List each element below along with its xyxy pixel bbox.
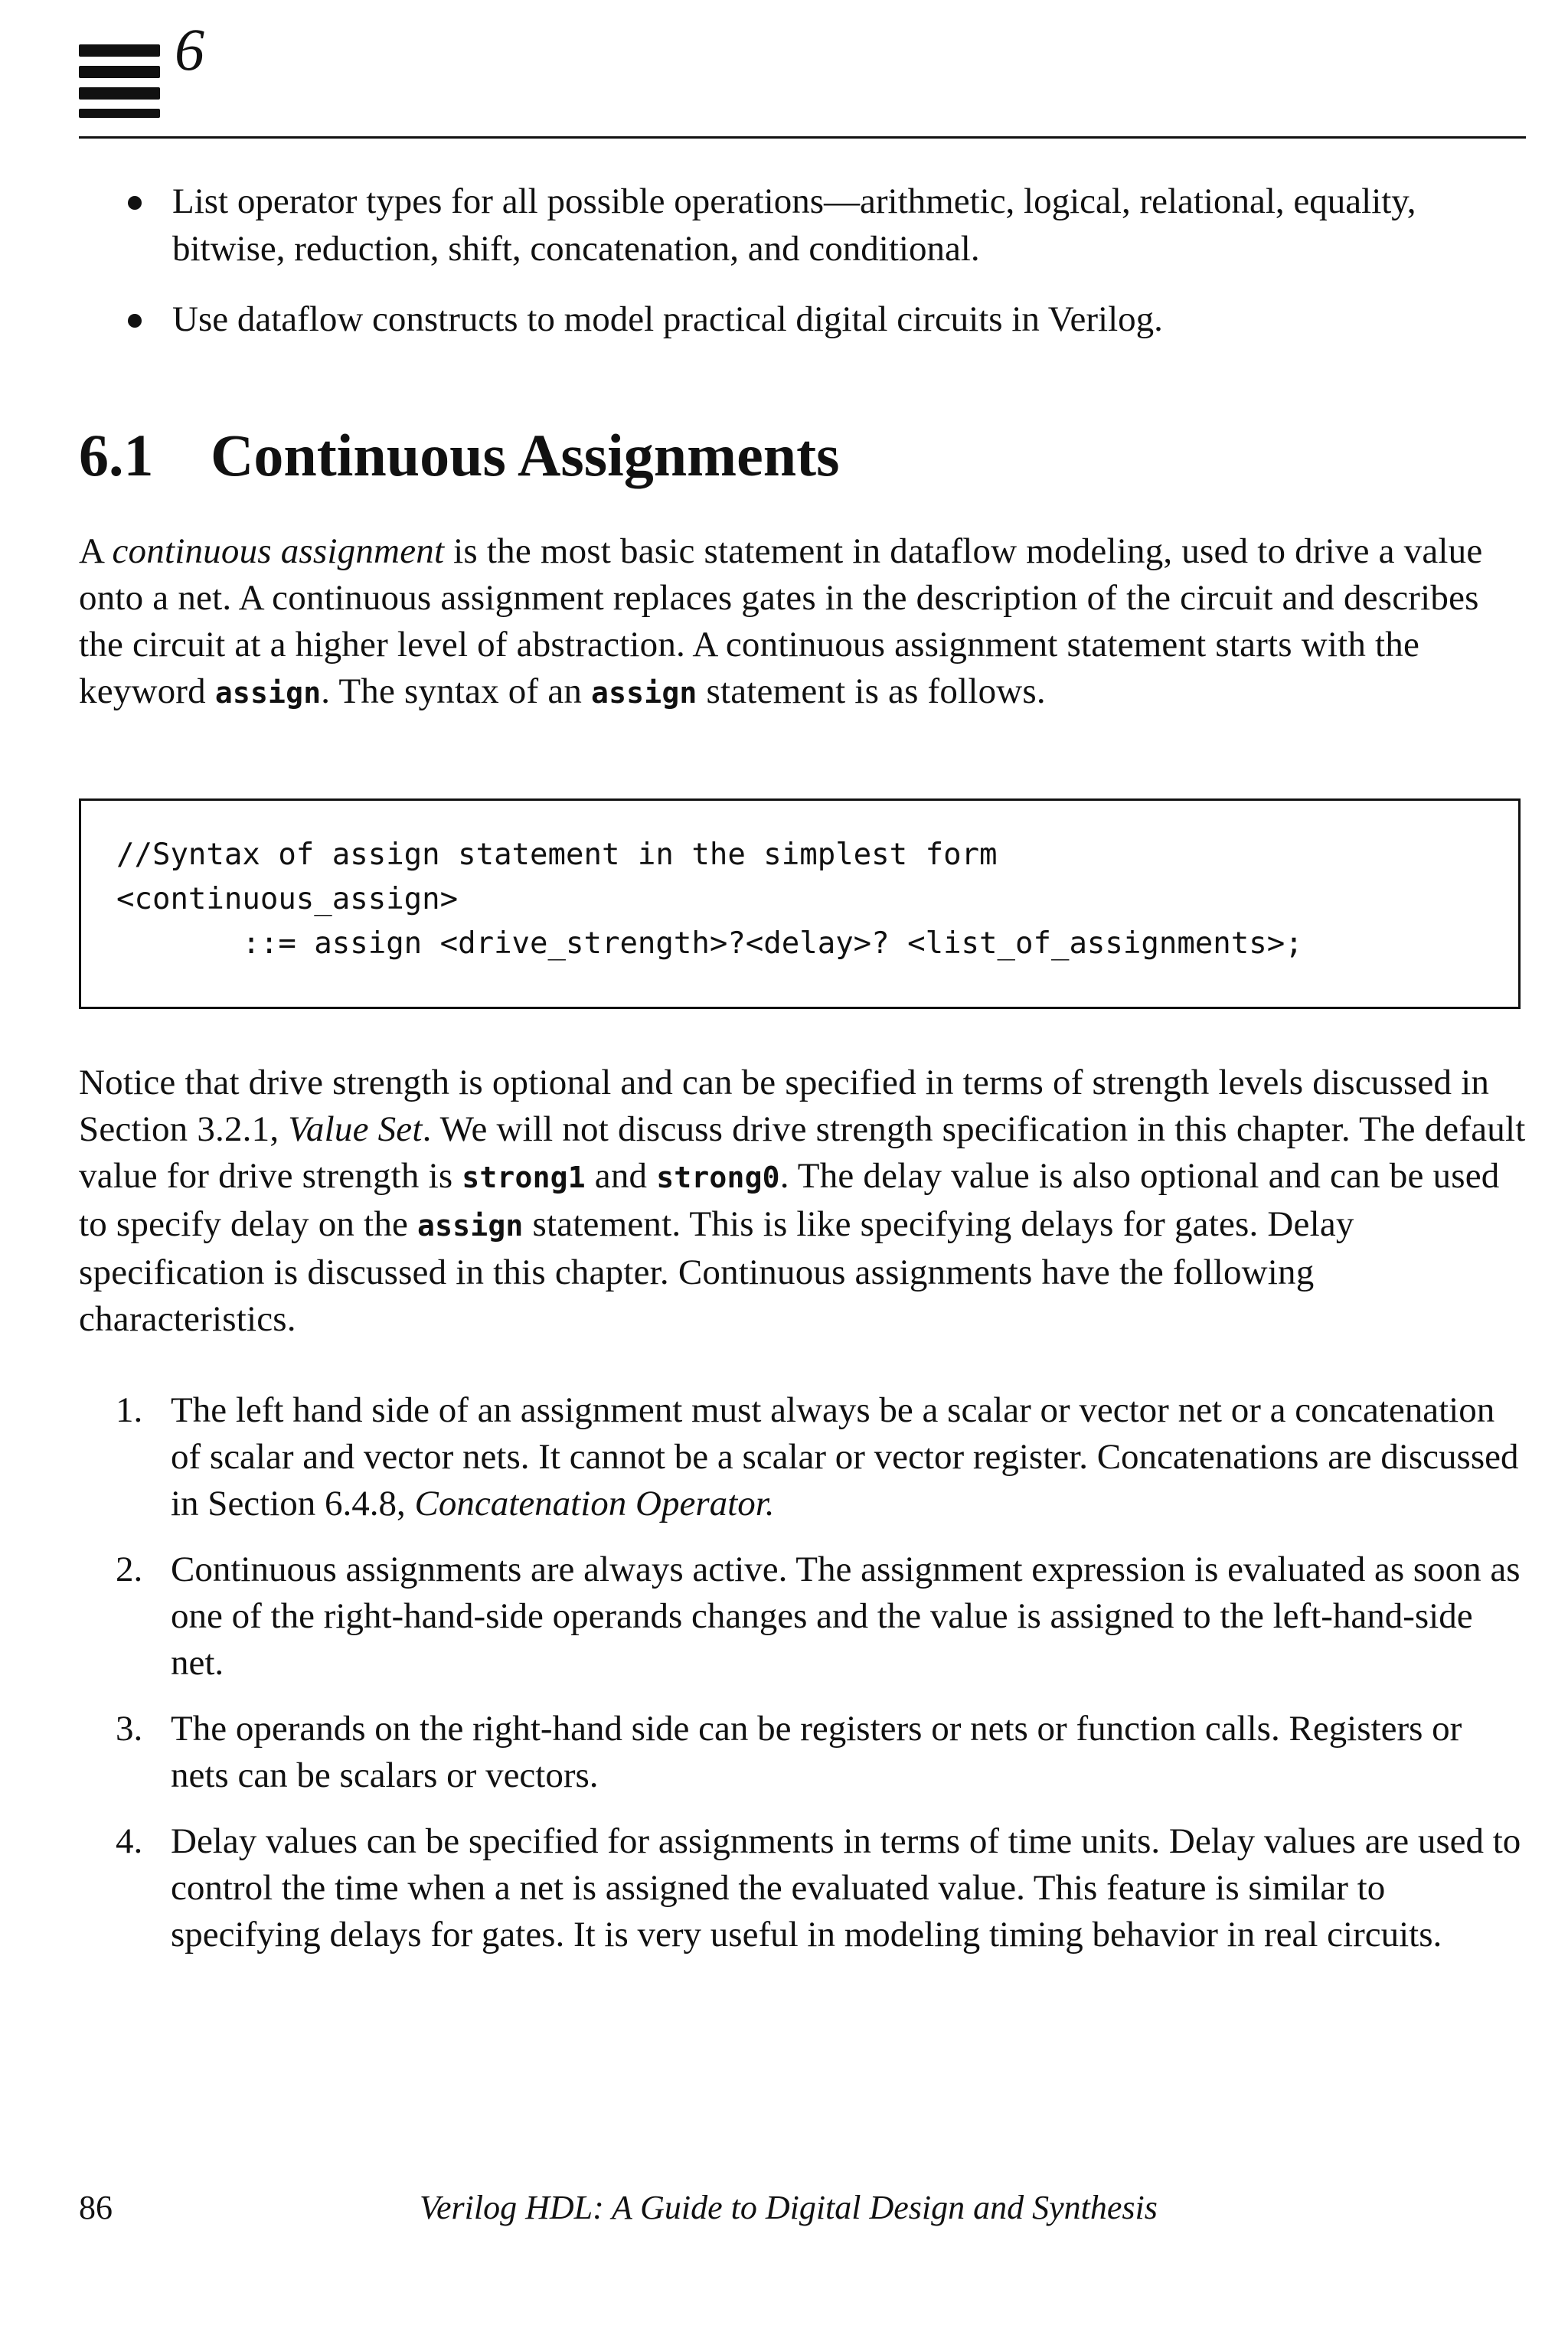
syntax-code-box xyxy=(79,798,1521,1009)
section-reference: Concatenation Operator xyxy=(414,1484,766,1523)
list-item xyxy=(79,1818,1526,1958)
list-item-number: 4. xyxy=(116,1821,143,1861)
text-run: is the most basic statement in dataflow modeling, used to drive a value onto a net. A continuous assignment replaces gates in the description of the circuit and describes the circuit at a higher level of abstraction. A continuous assignment statement starts with the keyword xyxy=(79,531,1483,711)
notice-paragraph xyxy=(79,1060,1526,1343)
text-run: Notice that drive strength is optional and can be specified in terms of strength levels discussed in Section 3.2.1, xyxy=(79,1063,1490,1149)
chapter-number: 6 xyxy=(175,16,204,83)
list-item xyxy=(79,1387,1526,1527)
section-number: 6.1 xyxy=(79,422,154,488)
text-run: and xyxy=(585,1156,657,1196)
code-line: //Syntax of assign statement in the simplest form xyxy=(116,838,998,872)
code-line: ::= assign <drive_strength>?<delay>? <list_of_assignments>; xyxy=(116,926,1303,961)
text-run: A xyxy=(79,531,113,571)
list-item-number: 2. xyxy=(116,1550,143,1589)
text-run: . We will not discuss drive strength specification in this chapter. The default value for drive strength is xyxy=(79,1109,1526,1196)
code-line: <continuous_assign> xyxy=(116,882,459,916)
text-run: . xyxy=(765,1484,775,1523)
chapter-bars-icon xyxy=(79,44,162,118)
code-block xyxy=(116,833,1303,966)
header-rule xyxy=(79,136,1526,139)
page-number: 86 xyxy=(79,2189,113,2226)
list-item-text: The left hand side of an assignment must always be a scalar or vector net or a concatenation of scalar and vector nets. It cannot be a scalar or vector register. Concatenations are discussed in Section 6.4.8, xyxy=(171,1390,1519,1523)
list-item-text: Continuous assignments are always active. The assignment expression is evaluated as soon as one of the right-hand-side operands changes and the value is assigned to the left-hand-side net. xyxy=(171,1550,1521,1683)
text-run: statement is as follows. xyxy=(697,671,1046,711)
characteristics-list xyxy=(79,1387,1526,1977)
list-item xyxy=(79,1706,1526,1799)
keyword-assign: assign xyxy=(591,676,697,710)
text-run: statement. This is like specifying delays for gates. Delay specification is discussed in this chapter. Continuous assignments have the following characteristics. xyxy=(79,1204,1354,1339)
list-item-number: 3. xyxy=(116,1709,143,1749)
text-run: . The syntax of an xyxy=(321,671,592,711)
intro-paragraph xyxy=(79,528,1526,717)
objective-item: List operator types for all possible operations—arithmetic, logical, relational, equality, bitwise, reduction, shift, concatenation, and conditional. xyxy=(79,178,1534,273)
objectives-list xyxy=(79,178,1534,366)
term-continuous-assignment: continuous assignment xyxy=(112,531,445,571)
keyword-assign: assign xyxy=(417,1209,524,1243)
list-item-number: 1. xyxy=(116,1390,143,1430)
keyword-strong1: strong1 xyxy=(462,1161,586,1194)
list-item xyxy=(79,1546,1526,1687)
section-title: Continuous Assignments xyxy=(211,422,840,488)
list-item-text: The operands on the right-hand side can be registers or nets or function calls. Registers or nets can be scalars or vectors. xyxy=(171,1709,1462,1795)
text-run: . The delay value is also optional and can be used to specify delay on the xyxy=(79,1156,1500,1244)
section-heading xyxy=(79,422,840,488)
list-item-text: Delay values can be specified for assignments in terms of time units. Delay values are used to control the time when a net is assigned the evaluated value. This feature is similar to specifying delays for gates. It is very useful in modeling timing behavior in real circuits. xyxy=(171,1821,1521,1955)
objective-item: Use dataflow constructs to model practical digital circuits in Verilog. xyxy=(79,296,1534,343)
keyword-assign: assign xyxy=(214,676,322,710)
keyword-strong0: strong0 xyxy=(656,1161,780,1194)
running-footer-title: Verilog HDL: A Guide to Digital Design and Synthesis xyxy=(420,2189,1158,2226)
section-reference: Value Set xyxy=(288,1109,423,1149)
